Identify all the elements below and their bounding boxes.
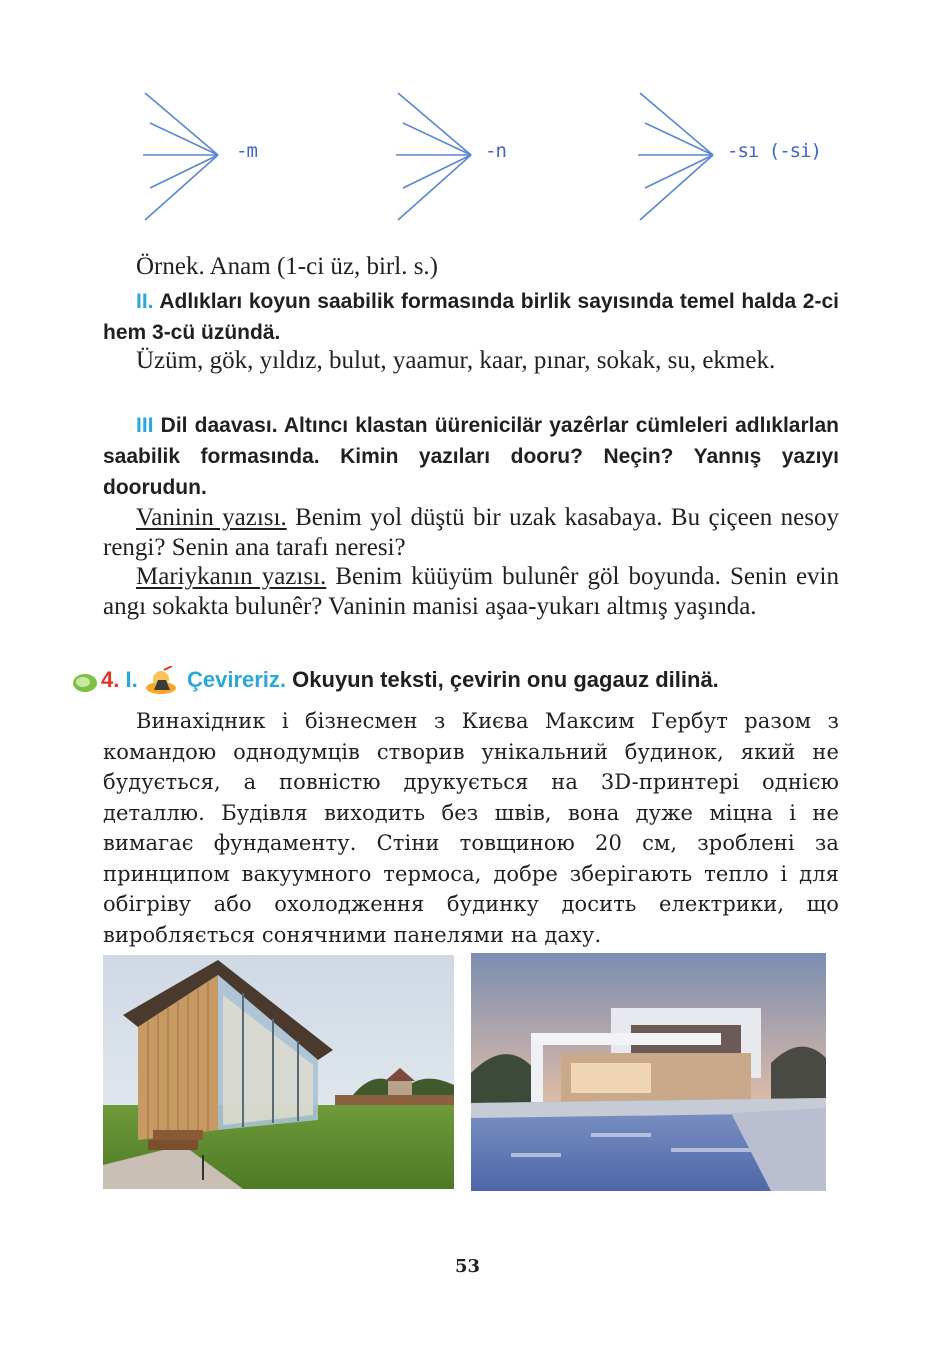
green-badge-icon	[72, 670, 98, 692]
suffix-diagram-si	[635, 88, 895, 223]
suffix-label: -m	[236, 140, 257, 162]
exercise-number: 4.	[101, 667, 120, 692]
words-list: Üzüm, gök, yıldız, bulut, yaamur, kaar, pınar, sokak, su, ekmek.	[136, 347, 776, 374]
task-3-text: Dil daavası. Altıncı klastan üürenicilär yazêrlar cümleleri adlıklarlan saabilik formasında. Kimin yazıları dooru? Neçin? Yannış yazıyı doorudun.	[103, 414, 839, 499]
task-2	[103, 286, 839, 348]
exercise-roman: I.	[125, 667, 138, 692]
task-3	[103, 410, 839, 503]
photo-3d-printed-house	[103, 955, 454, 1189]
vanya-text: Benim yol düştü bir uzak kasabaya. Bu çiçeen nesoy rengi? Senin ana tarafı neresi?	[103, 504, 839, 561]
mariyka-paragraph	[103, 562, 839, 622]
photo-modern-house	[471, 953, 826, 1191]
task-3-number: III	[136, 414, 154, 437]
mariyka-text: Benim küüyüm bulunêr göl boyunda. Senin evin angı sokakta bulunêr? Vaninin manisi aşaa-yukarı altmış yaşında.	[103, 563, 840, 620]
vanya-paragraph	[103, 503, 839, 563]
branch-lines-icon	[635, 88, 735, 223]
task-2-text: Adlıkları koyun saabilik formasında birlik sayısında temel halda 2-ci hem 3-cü üzündä.	[103, 290, 839, 344]
mariyka-label: Mariykanın yazısı.	[136, 563, 327, 590]
ukrainian-text: Винахідник і бізнесмен з Києва Максим Гербут разом з командою однодумців створив унікальний будинок, який не будується, а повністю друкується на 3D-принтері однією деталлю. Будівля виходить без швів, вона дуже міцна і не вимагає фундаменту. Стіни товщиною 20 см, зроблені за принципом вакуумного термоса, добре зберігають тепло і для обігріву або охолодження будинку досить електрики, що виробляється сонячними панелями на даху.	[103, 709, 839, 947]
page-number: 53	[454, 1256, 481, 1277]
translation-icon	[144, 666, 178, 696]
suffix-diagram-n	[393, 88, 653, 223]
branch-lines-icon	[140, 88, 240, 223]
vanya-label: Vaninin yazısı.	[136, 504, 287, 531]
exercise-title: Çevireriz.	[186, 667, 287, 692]
branch-lines-icon	[393, 88, 493, 223]
exercise-4-heading	[72, 663, 842, 697]
exercise-instruction: Okuyun teksti, çevirin onu gagauz dilinä.	[292, 667, 719, 692]
example-line: Örnek. Anam (1-ci üz, birl. s.)	[136, 253, 439, 280]
suffix-diagram-m	[140, 88, 400, 223]
suffix-label: -n	[485, 140, 506, 162]
suffix-label: -sı (-si)	[727, 140, 821, 162]
task-2-number: II.	[136, 290, 154, 313]
